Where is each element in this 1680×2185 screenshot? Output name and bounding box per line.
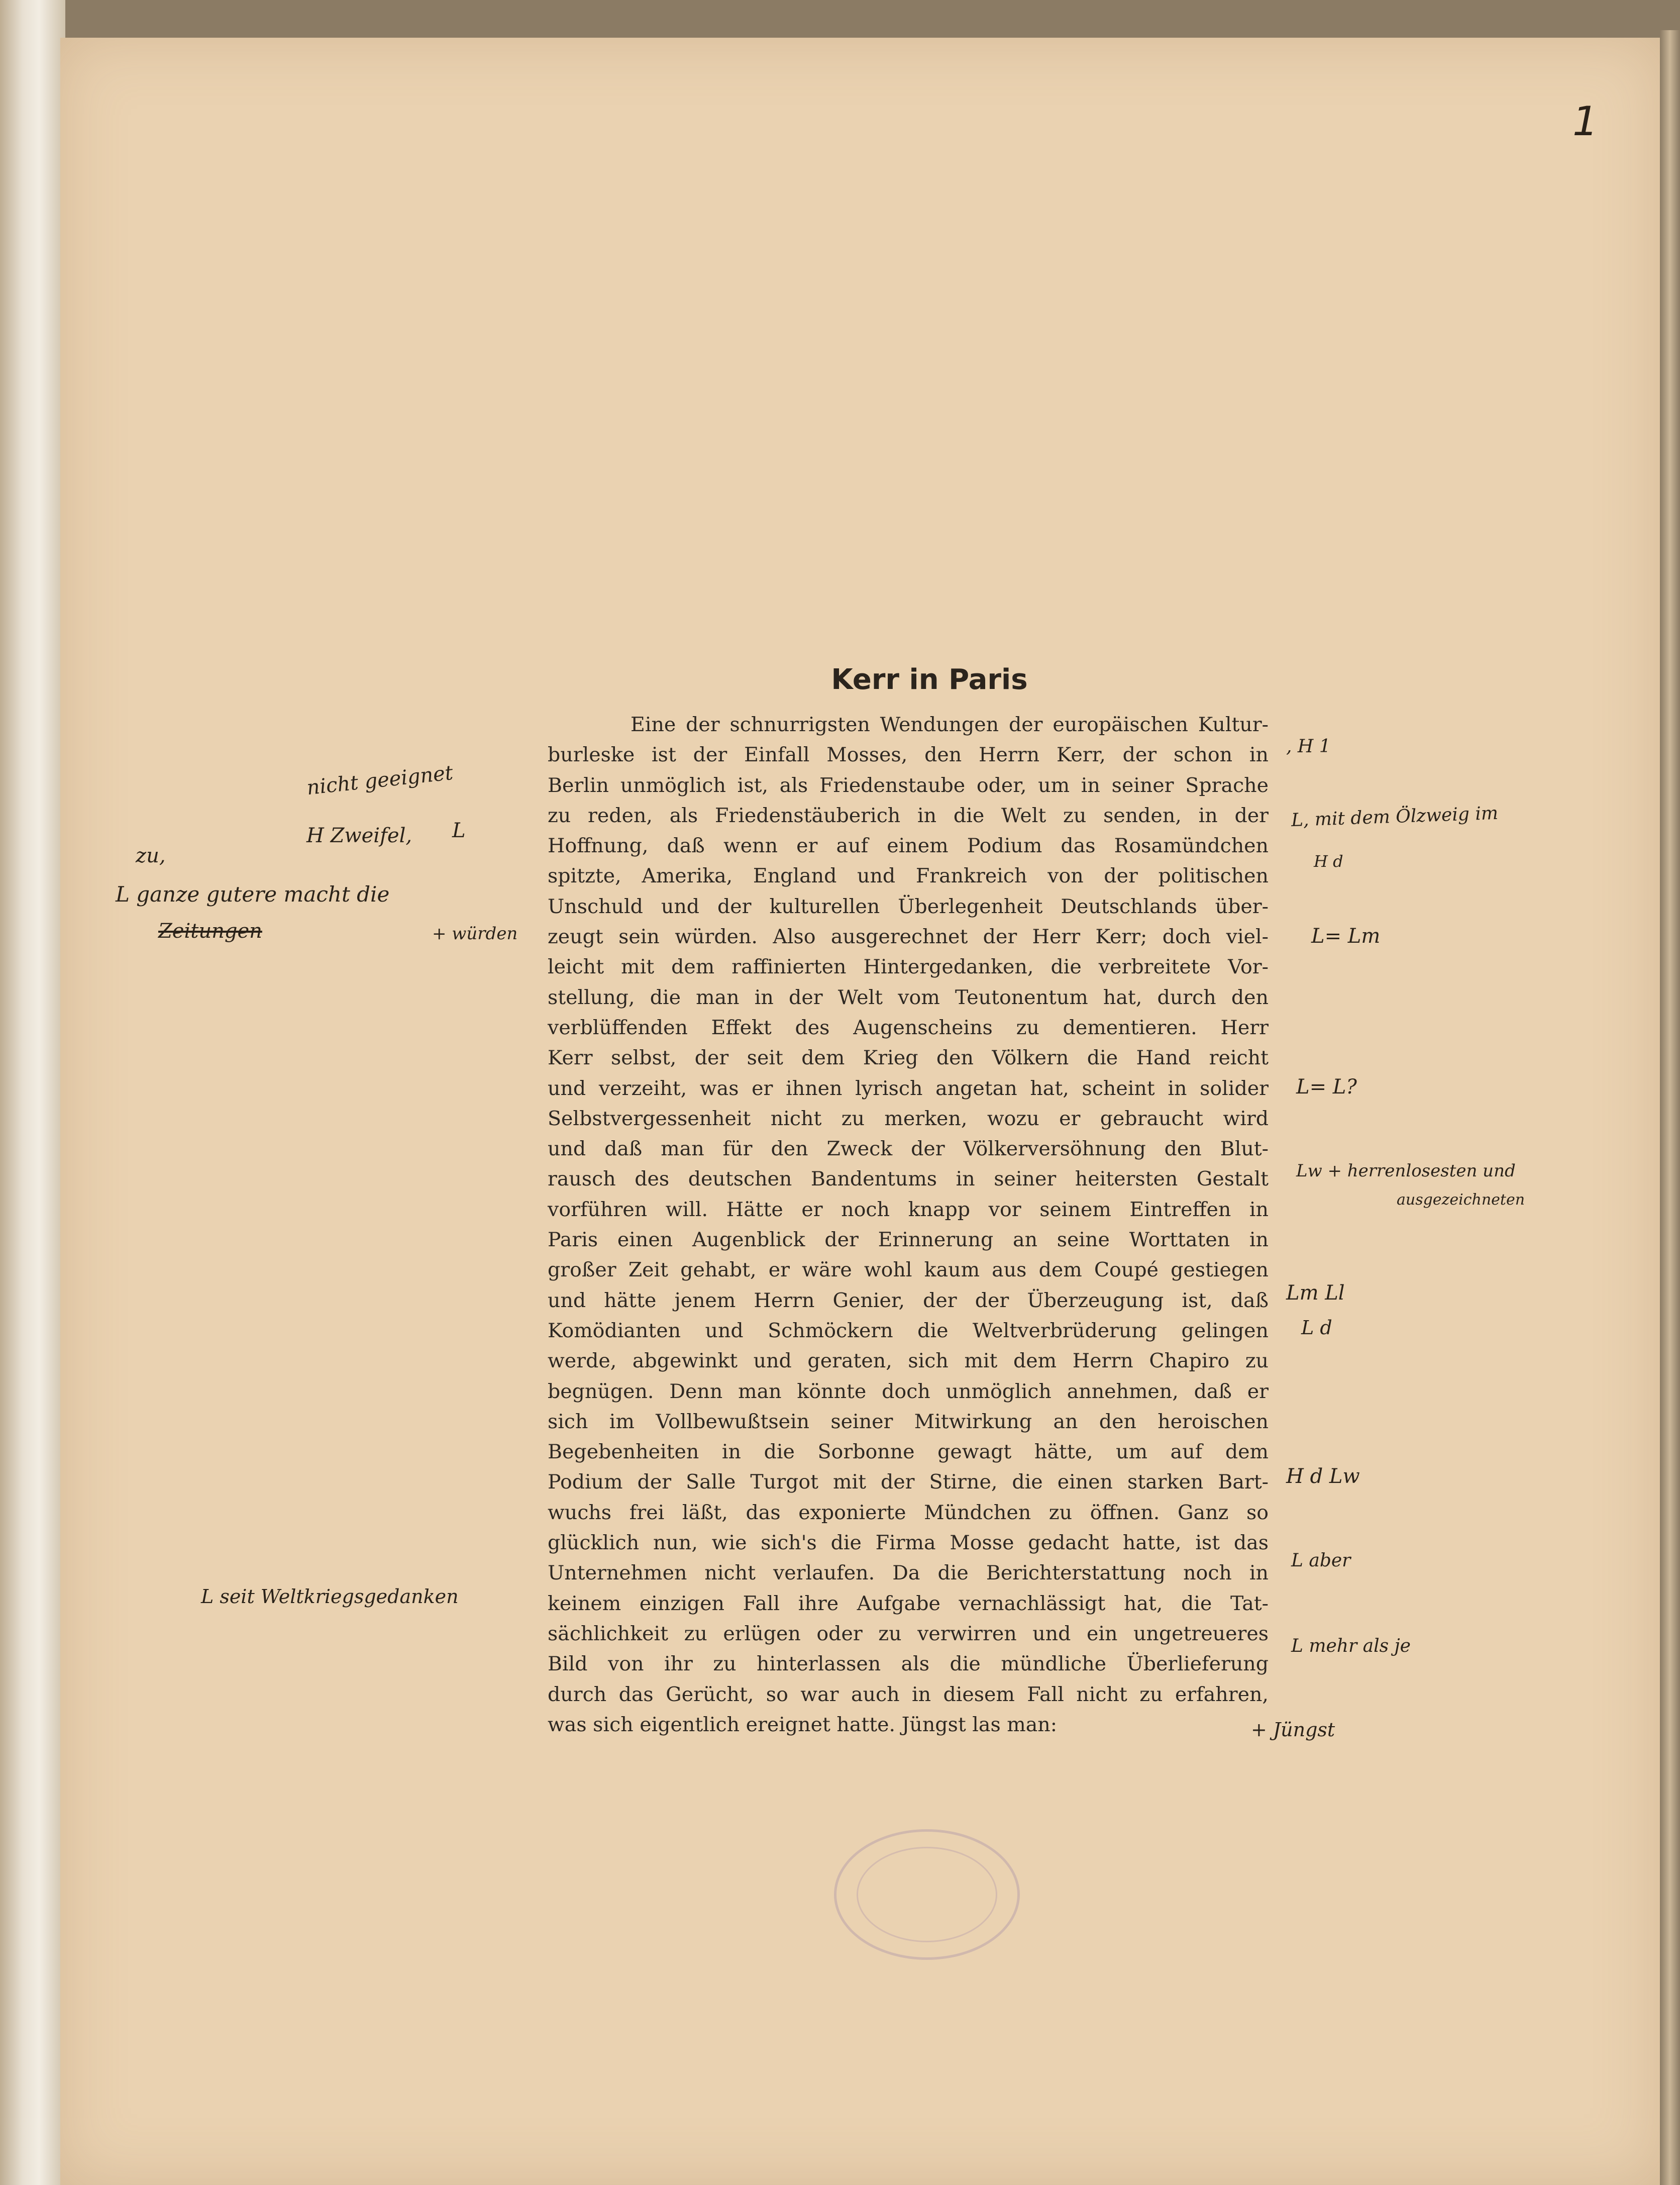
body-line: und hätte jenem Herrn Genier, der der Überzeugung ist, daß — [548, 1288, 1269, 1312]
page-edge — [1660, 30, 1680, 2185]
body-line: spitzte, Amerika, England und Frankreich von der politischen — [548, 864, 1269, 888]
margin-note: L ganze gutere macht die — [116, 882, 390, 907]
body-line: was sich eigentlich ereignet hatte. Jüngst las man: — [548, 1713, 1058, 1736]
margin-note: L= Lm — [1311, 925, 1381, 948]
margin-note: Lw + herrenlosesten und — [1296, 1161, 1516, 1181]
body-line: wuchs frei läßt, das exponierte Mündchen zu öffnen. Ganz so — [548, 1501, 1269, 1524]
body-line: großer Zeit gehabt, er wäre wohl kaum aus dem Coupé gestiegen — [548, 1258, 1269, 1282]
body-line: und verzeiht, was er ihnen lyrisch angetan hat, scheint in solider — [548, 1076, 1269, 1100]
body-line: burleske ist der Einfall Mosses, den Herrn Kerr, der schon in — [548, 743, 1269, 767]
body-line: Hoffnung, daß wenn er auf einem Podium das Rosamündchen — [548, 834, 1269, 858]
article-title: Kerr in Paris — [831, 663, 1028, 696]
margin-note: Lm Ll — [1286, 1281, 1345, 1305]
body-line: keinem einzigen Fall ihre Aufgabe vernachlässigt hat, die Tat- — [548, 1592, 1269, 1615]
body-line: stellung, die man in der Welt vom Teutonentum hat, durch den — [548, 985, 1269, 1009]
book-binding — [0, 0, 65, 2185]
body-line: rausch des deutschen Bandentums in seiner heitersten Gestalt — [548, 1167, 1269, 1191]
margin-note: ausgezeichneten — [1397, 1191, 1525, 1209]
library-stamp — [834, 1829, 1020, 1960]
body-line: verblüffenden Effekt des Augenscheins zu dementieren. Herr — [548, 1016, 1269, 1039]
margin-note: L d — [1301, 1317, 1332, 1339]
body-line: und daß man für den Zweck der Völkerversöhnung den Blut- — [548, 1137, 1269, 1161]
body-line: glücklich nun, wie sich's die Firma Mosse gedacht hatte, ist das — [548, 1531, 1269, 1555]
margin-note: L seit Weltkriegsgedanken — [201, 1585, 459, 1608]
margin-note: L mehr als je — [1291, 1636, 1411, 1656]
margin-note: + würden — [432, 924, 518, 944]
body-line: Berlin unmöglich ist, als Friedenstaube oder, um in seiner Sprache — [548, 773, 1269, 797]
margin-note: nicht geeignet — [305, 761, 454, 800]
body-line: werde, abgewinkt und geraten, sich mit dem Herrn Chapiro zu — [548, 1349, 1269, 1373]
page-number: 1 — [1572, 98, 1598, 145]
margin-note: , H 1 — [1286, 736, 1331, 757]
body-line: sächlichkeit zu erlügen oder zu verwirren und ein ungetreueres — [548, 1622, 1269, 1645]
margin-note: L= L? — [1296, 1075, 1357, 1099]
body-line: Unschuld und der kulturellen Überlegenheit Deutschlands über- — [548, 895, 1269, 918]
body-line: Unternehmen nicht verlaufen. Da die Berichterstattung noch in — [548, 1561, 1269, 1585]
body-line: Begebenheiten in die Sorbonne gewagt hätte, um auf dem — [548, 1440, 1269, 1464]
body-line: begnügen. Denn man könnte doch unmöglich annehmen, daß er — [548, 1379, 1269, 1403]
margin-note: H d Lw — [1286, 1465, 1360, 1488]
article-body — [548, 710, 1269, 1740]
body-line: vorführen will. Hätte er noch knapp vor seinem Eintreffen in — [548, 1198, 1269, 1221]
body-line: Kerr selbst, der seit dem Krieg den Völkern die Hand reicht — [548, 1046, 1269, 1070]
body-line: leicht mit dem raffinierten Hintergedanken, die verbreitete Vor- — [548, 955, 1269, 979]
body-line: durch das Gerücht, so war auch in diesem Fall nicht zu erfahren, — [548, 1682, 1269, 1706]
margin-note: L, mit dem Ölzweig im — [1291, 803, 1499, 831]
body-line: zeugt sein würden. Also ausgerechnet der Herr Kerr; doch viel- — [548, 925, 1269, 949]
body-line: Bild von ihr zu hinterlassen als die mündliche Überlieferung — [548, 1652, 1269, 1676]
margin-note: H Zweifel, — [306, 824, 412, 847]
margin-note: H d — [1314, 852, 1343, 871]
body-line: sich im Vollbewußtsein seiner Mitwirkung an den heroischen — [548, 1410, 1269, 1433]
margin-note: + Jüngst — [1251, 1719, 1335, 1741]
body-line: Eine der schnurrigsten Wendungen der europäischen Kultur- — [631, 713, 1269, 736]
body-line: Paris einen Augenblick der Erinnerung an seine Worttaten in — [548, 1228, 1269, 1252]
body-line: Komödianten und Schmöckern die Weltverbrüderung gelingen — [548, 1319, 1269, 1342]
body-line: Podium der Salle Turgot mit der Stirne, die einen starken Bart- — [548, 1470, 1269, 1494]
margin-note: Zeitungen — [158, 920, 262, 943]
body-line: Selbstvergessenheit nicht zu merken, wozu er gebraucht wird — [548, 1107, 1269, 1130]
body-line: zu reden, als Friedenstäuberich in die Welt zu senden, in der — [548, 804, 1269, 827]
margin-note: zu, — [136, 844, 166, 867]
margin-note: L — [452, 819, 466, 842]
margin-note: L aber — [1291, 1550, 1351, 1571]
